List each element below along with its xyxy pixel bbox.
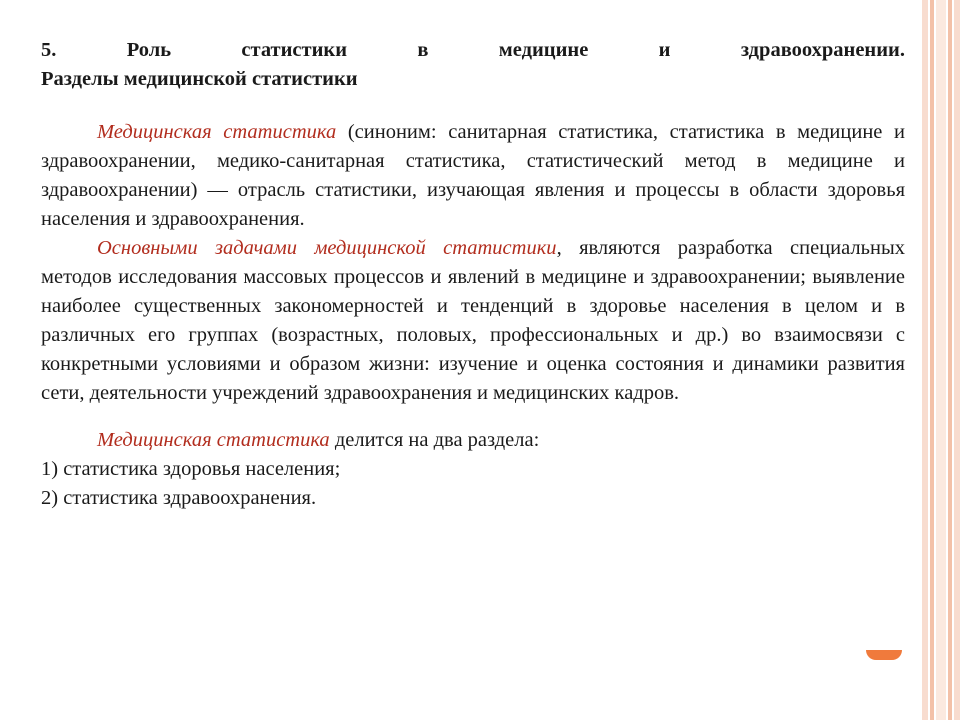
- border-stripe: [930, 0, 934, 720]
- term-medical-statistics-2: Медицинская статистика: [97, 429, 330, 451]
- tasks-text: , являются разработка специальных методов исследования массовых процессов и явлений в медицине и здравоохранении; выявление наиболее существенных закономерностей и тенденций в здоровье населения в целом и в различных его группах (возрастных, половых, профессиональных и др.) во взаимосвязи с конкретными условиями и образом жизни: изучение и оценка состояния и динамики развития сети, деятельности учреждений здравоохранения и медицинских кадров.: [41, 237, 906, 404]
- term-main-tasks: Основными задачами медицинской статистики: [97, 237, 557, 259]
- definition-text: (синоним: санитарная статистика, статистика в медицине и здравоохранении, медико-санитарная статистика, статистический метод в медицине и здравоохранении) — отрасль статистики, изучающая явления и процессы в области здоровья населения и здравоохранения.: [41, 121, 905, 230]
- border-stripe: [936, 0, 946, 720]
- border-stripe: [922, 0, 928, 720]
- sections-paragraph: [41, 426, 905, 455]
- slide-content: [41, 36, 905, 513]
- list-item: 1) статистика здоровья населения;: [41, 458, 341, 480]
- border-stripe: [954, 0, 960, 720]
- slide-title-line1: 5. Роль статистики в медицине и здравоохранении.: [41, 39, 905, 61]
- orange-semicircle-decoration: [866, 650, 902, 660]
- decorative-border-stripes: [922, 0, 960, 720]
- slide-title-line2: Разделы медицинской статистики: [41, 68, 358, 90]
- tasks-paragraph: [41, 234, 905, 408]
- definition-paragraph: [41, 118, 905, 234]
- sections-text: делится на два раздела:: [329, 429, 540, 451]
- list-item: 2) статистика здравоохранения.: [41, 487, 317, 509]
- border-stripe: [948, 0, 952, 720]
- term-medical-statistics: Медицинская статистика: [97, 121, 337, 143]
